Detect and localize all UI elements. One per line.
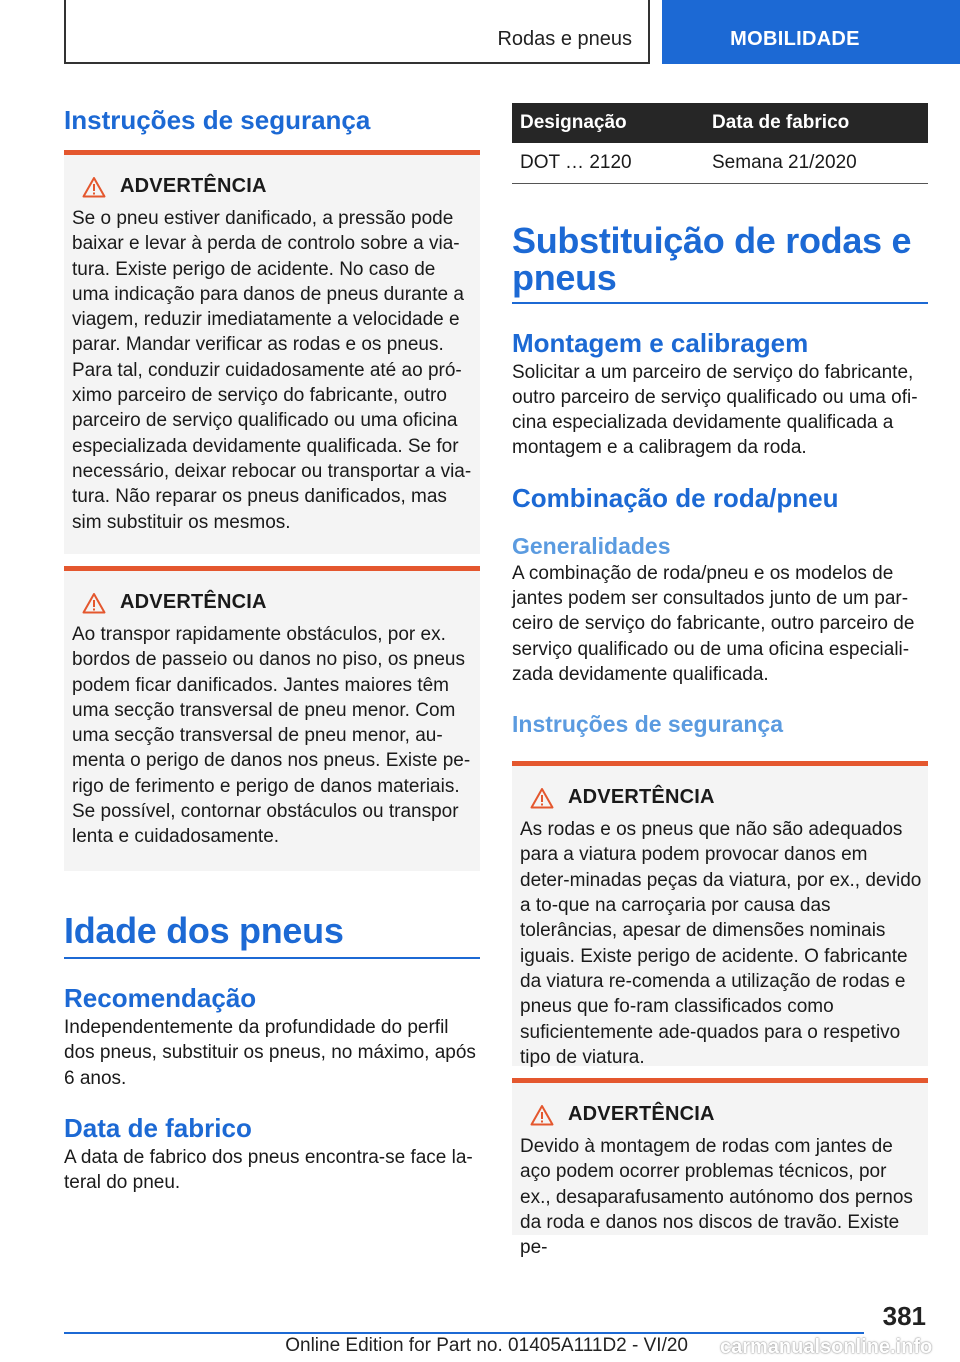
table-header: Designação [512,103,704,143]
table-row [512,143,928,183]
warning-box [64,150,480,554]
left-column [64,100,480,1195]
chapter-tab[interactable] [662,0,960,64]
warning-text: Devido à montagem de rodas com jantes de aço podem ocorrer problemas técnicos, por ex., desaparafusamento autónomo dos pernos da roda e danos nos discos de travão. Existe pe- [520,1136,913,1259]
replace-title: Substituição de rodas e pneus [512,222,928,304]
warning-triangle-icon [530,1104,554,1126]
general-heading: Generalidades [512,532,671,559]
warning-title: ADVERTÊNCIA [568,786,715,809]
manufacture-date-text: A data de fabrico dos pneus encontra-se face la-teral do pneu. [64,1146,473,1194]
chapter-title: MOBILIDADE [730,28,860,50]
tire-age-title: Idade dos pneus [64,911,480,959]
section-title: Rodas e pneus [497,28,632,50]
safety-heading-right: Instruções de segurança [512,711,783,738]
date-table [512,103,928,184]
warning-title: ADVERTÊNCIA [120,591,267,613]
header-section-box [64,0,650,64]
warning-title: ADVERTÊNCIA [568,1103,715,1126]
warning-box [64,566,480,871]
mounting-heading: Montagem e calibragem [512,327,809,358]
mounting-text: Solicitar a um parceiro de serviço do fabricante, outro parceiro de serviço qualificado ou uma ofi-cina especializada devidamente qualificada a montagem e a calibragem da roda. [512,361,918,459]
manufacture-date-heading: Data de fabrico [64,1112,252,1143]
table-cell: DOT … 2120 [512,143,704,183]
general-text: A combinação de roda/pneu e os modelos de jantes podem ser consultados junto de um par-ceiro de serviço do fabricante, outro parceiro de serviço qualificado ou de uma oficina especiali-zada devidamente qualificada. [512,562,915,685]
safety-heading: Instruções de segurança [64,105,371,135]
table-cell: Semana 21/2020 [704,143,928,183]
page-number: 381 [882,1301,926,1331]
warning-triangle-icon [530,787,554,809]
warning-triangle-icon [82,592,106,614]
combination-heading: Combinação de roda/pneu [512,482,839,513]
warning-text: Se o pneu estiver danificado, a pressão pode baixar e levar à perda de controlo sobre a via-tura. Existe perigo de acidente. No caso de uma indicação para danos de pneus durante a viagem, reduzir imediatamente a velocidade e parar. Mandar verificar as rodas e os pneus. Para tal, conduzir cuidadosamente até ao pró-ximo parceiro de serviço do fabricante, outro parceiro de serviço qualificado ou uma oficina especializada devidamente qualificada. Se for necessário, deixar rebocar ou transportar a via-tura. Não reparar os pneus danificados, mas sim substituir os mesmos. [72,208,472,533]
warning-title: ADVERTÊNCIA [120,175,267,197]
right-column [512,103,928,1259]
warning-box [512,761,928,1066]
warning-box [512,1078,928,1259]
warning-text: As rodas e os pneus que não são adequados para a viatura podem provocar danos em deter-minadas peças da viatura, por ex., devido a to-que na carroçaria por causa das tolerâncias, apesar de dimensões nominais iguais. Existe perigo de acidente. O fabricante da viatura re-comenda a utilização de rodas e pneus que fo-ram classificados como suficientemente ade-quados para o respetivo tipo de viatura. [520,819,922,1068]
footer-divider [64,1332,864,1334]
table-header: Data de fabrico [704,103,928,143]
warning-text: Ao transpor rapidamente obstáculos, por ex. bordos de passeio ou danos no piso, os pneus podem ficar danificados. Jantes maiores têm uma secção transversal de pneu menor. Com uma secção transversal de pneu menor, au-menta o perigo de danos nos pneus. Existe pe-rigo de ferimento e perigo de danos materiais. Se possível, contornar obstáculos ou transpor lenta e cuidadosamente. [72,624,471,848]
recommendation-heading: Recomendação [64,983,257,1013]
edition-text: Online Edition for Part no. 01405A111D2 - VI/20 [285,1335,688,1356]
warning-triangle-icon [82,176,106,198]
recommendation-text: Independentemente da profundidade do perfil dos pneus, substituir os pneus, no máximo, após 6 anos. [64,1017,476,1089]
watermark: carmanualsonline.info [720,1336,933,1358]
